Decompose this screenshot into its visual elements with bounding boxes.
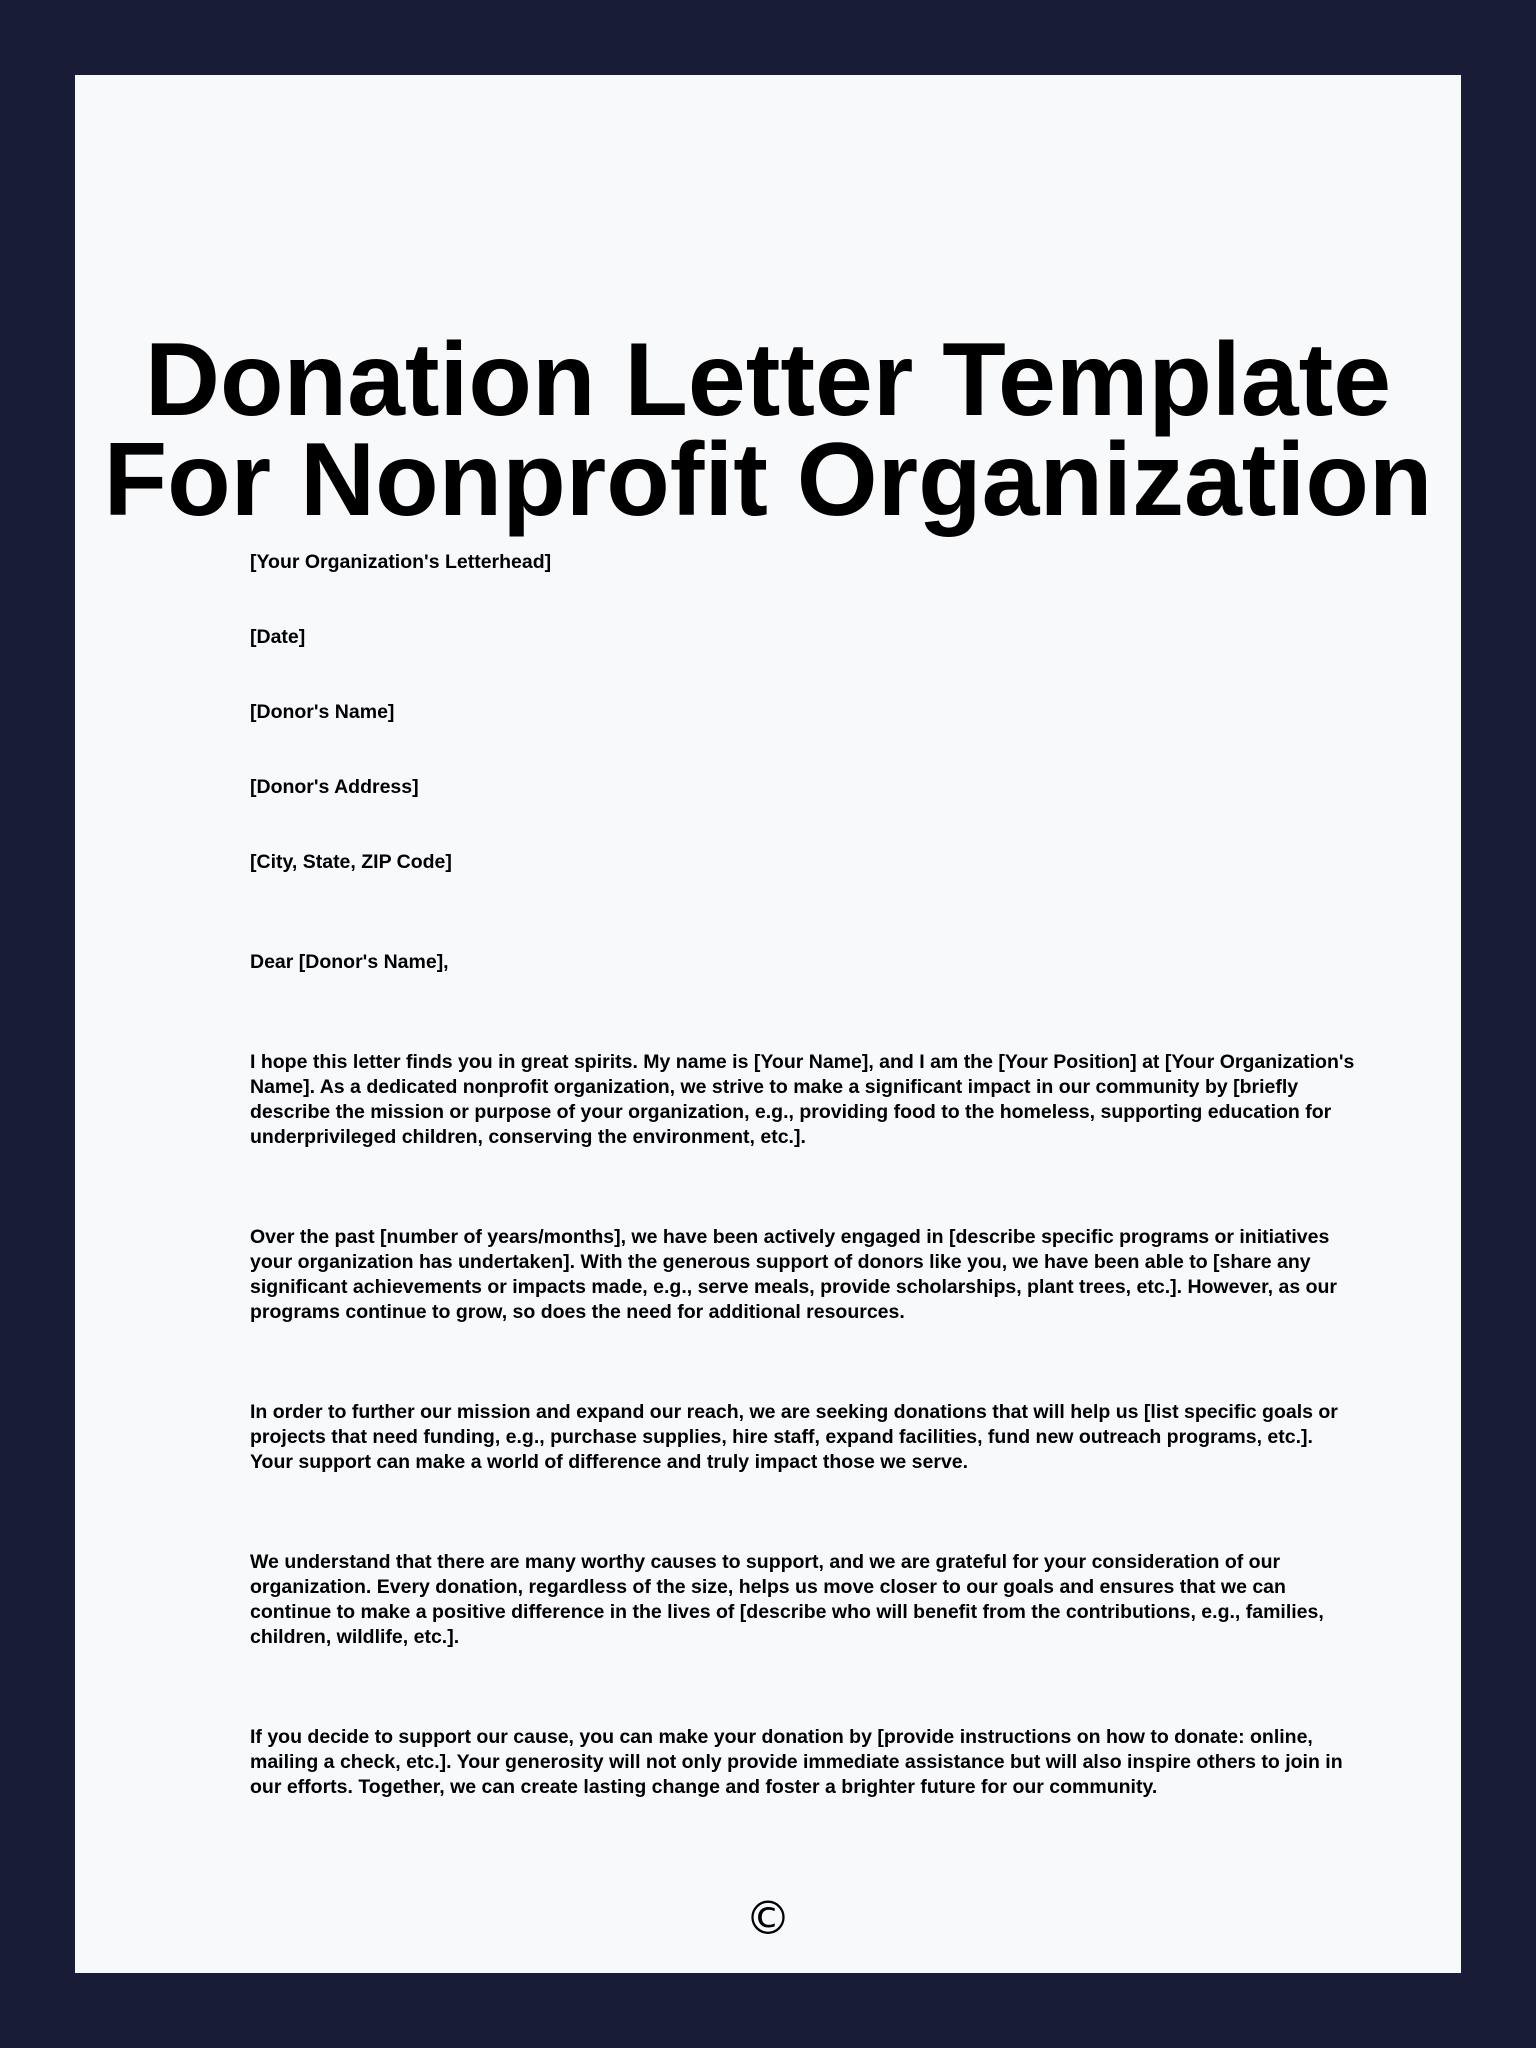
paragraph-programs: Over the past [number of years/months], we have been actively engaged in [describe specific programs or initiatives your organization has undertaken]. With the generous support of donors like you, we have been able to [share any significant achievements or impacts made, e.g., serve meals, provide scholarships, plant trees, etc.]. However, as our programs continue to grow, so does the need for additional resources. bbox=[250, 1226, 1338, 1323]
paragraph-request: In order to further our mission and expand our reach, we are seeking donations that will help us [list specific goals or projects that need funding, e.g., purchase supplies, hire staff, expand facilities, fund new outreach programs, etc.]. Your support can make a world of difference and truly impact those we serve. bbox=[250, 1401, 1338, 1473]
paragraph-intro: I hope this letter finds you in great spirits. My name is [Your Name], and I am the [Your Position] at [Your Organization's Name]. As a dedicated nonprofit organization, we strive to make a significant impact in our community by [briefly describe the mission or purpose of your organization, e.g., providing food to the homeless, supporting education for underprivileged children, conserving the environment, etc.]. bbox=[250, 1051, 1355, 1148]
city-state-zip: [City, State, ZIP Code] bbox=[250, 851, 452, 873]
donor-address: [Donor's Address] bbox=[250, 776, 419, 798]
paragraph-gratitude: We understand that there are many worthy causes to support, and we are grateful for your consideration of our organization. Every donation, regardless of the size, helps us move closer to our goals and ensures that we can continue to make a positive difference in the lives of [describe who will benefit from the contributions, e.g., families, children, wildlife, etc.]. bbox=[250, 1551, 1324, 1648]
date-field: [Date] bbox=[250, 626, 306, 648]
letterhead: [Your Organization's Letterhead] bbox=[250, 551, 552, 573]
donor-name: [Donor's Name] bbox=[250, 701, 395, 723]
paragraph-instructions: If you decide to support our cause, you can make your donation by [provide instructions on how to donate: online, mailing a check, etc.]. Your generosity will not only provide immediate assistance but will also inspire others to join in our efforts. Together, we can create lasting change and foster a brighter future for our community. bbox=[250, 1726, 1343, 1798]
document-title: Donation Letter Template For Nonprofit Organization bbox=[103, 322, 1433, 538]
copyright-icon: © bbox=[745, 1891, 791, 1945]
document-page bbox=[75, 75, 1461, 1973]
salutation: Dear [Donor's Name], bbox=[250, 951, 449, 973]
